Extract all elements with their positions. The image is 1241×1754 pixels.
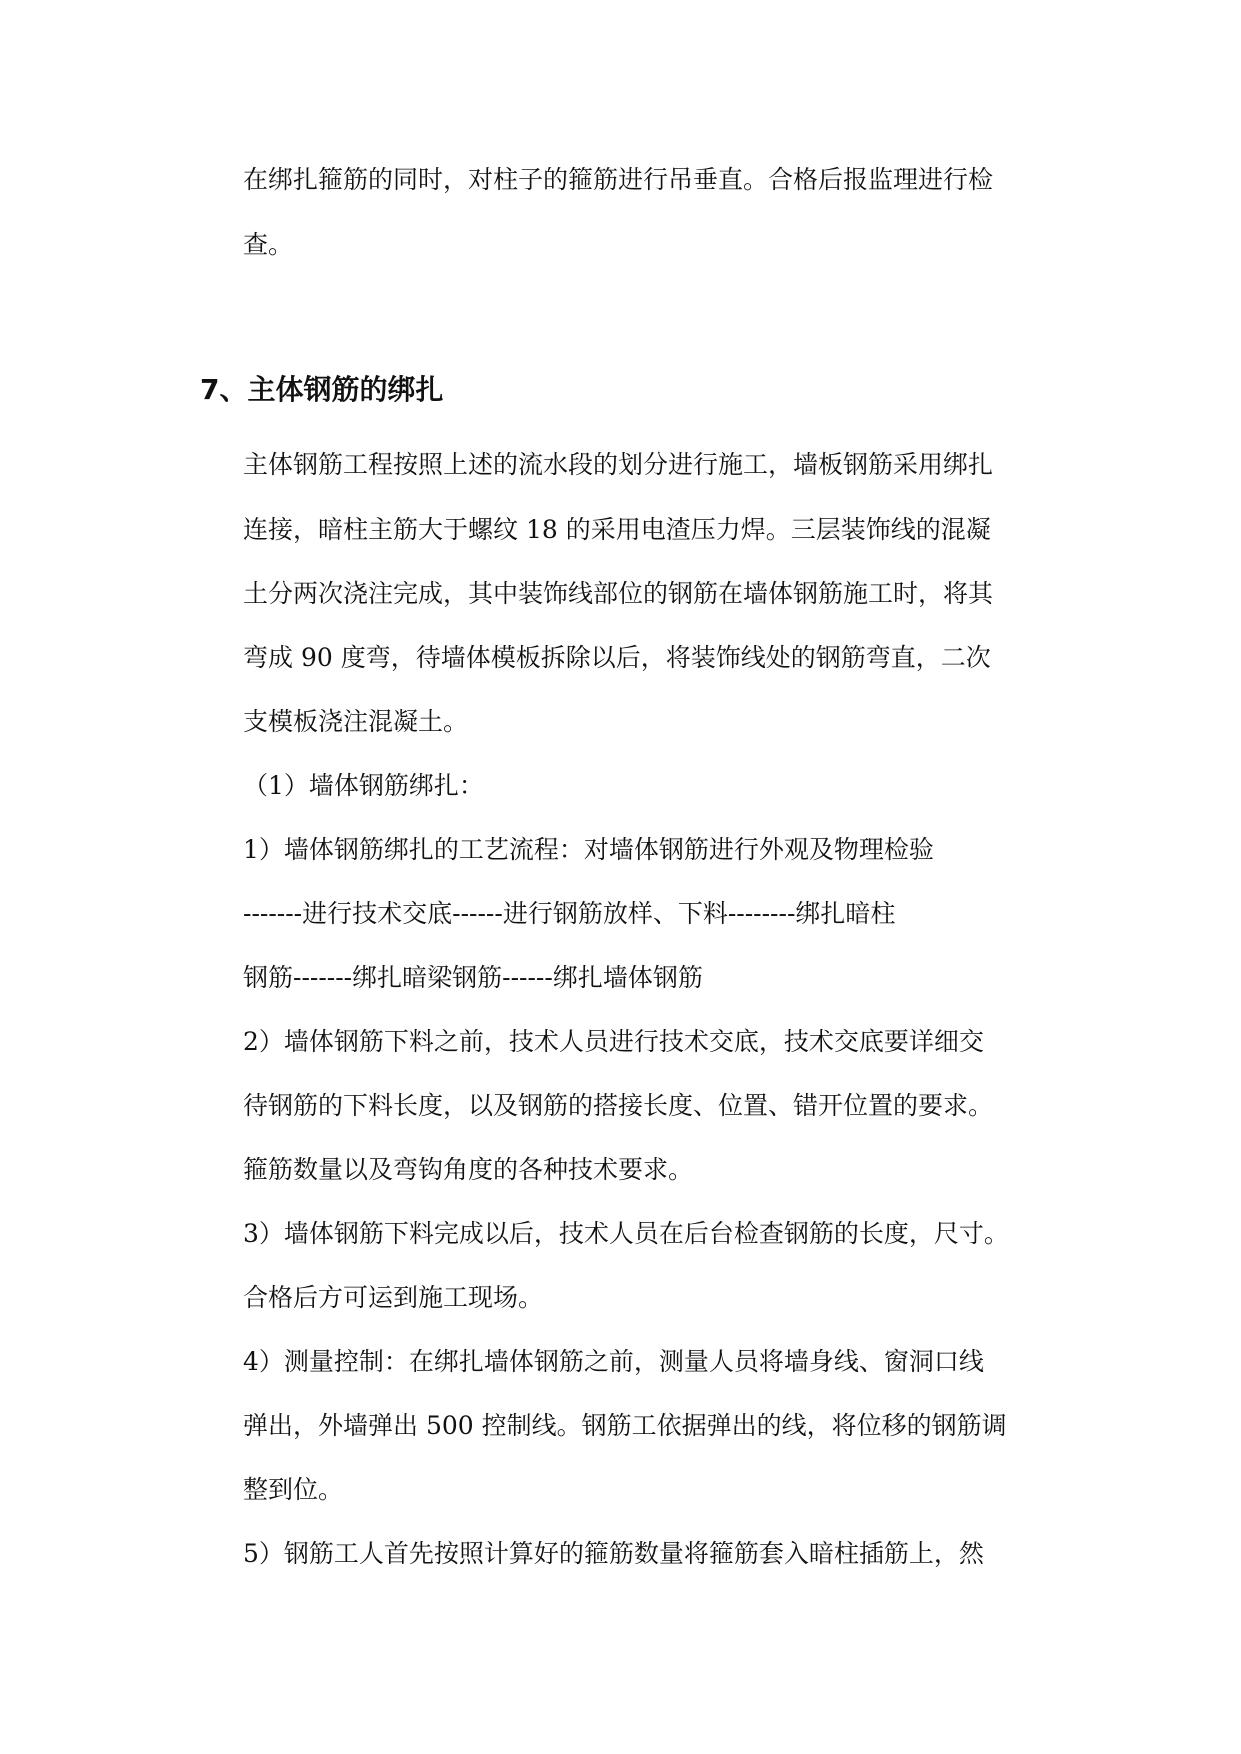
body-line-2: 连接，暗柱主筋大于螺纹 18 的采用电渣压力焊。三层装饰线的混凝 bbox=[243, 515, 991, 544]
body-line-17: 整到位。 bbox=[243, 1475, 344, 1504]
body-line-14: 合格后方可运到施工现场。 bbox=[243, 1283, 544, 1312]
subsection-label: （1）墙体钢筋绑扎： bbox=[243, 771, 484, 800]
body-line-13: 3）墙体钢筋下料完成以后，技术人员在后台检查钢筋的长度，尺寸。 bbox=[243, 1219, 1009, 1248]
body-line-12: 箍筋数量以及弯钩角度的各种技术要求。 bbox=[243, 1155, 694, 1184]
body-line-11: 待钢筋的下料长度，以及钢筋的搭接长度、位置、错开位置的要求。 bbox=[243, 1091, 994, 1120]
body-line-4: 弯成 90 度弯，待墙体模板拆除以后，将装饰线处的钢筋弯直，二次 bbox=[243, 643, 991, 672]
body-line-7: 1）墙体钢筋绑扎的工艺流程：对墙体钢筋进行外观及物理检验 bbox=[243, 835, 934, 864]
body-line-18: 5）钢筋工人首先按照计算好的箍筋数量将箍筋套入暗柱插筋上，然 bbox=[243, 1539, 984, 1568]
body-line-9: 钢筋-------绑扎暗梁钢筋------绑扎墙体钢筋 bbox=[243, 963, 703, 992]
body-line-5: 支模板浇注混凝土。 bbox=[243, 707, 469, 736]
body-line-1: 主体钢筋工程按照上述的流水段的划分进行施工，墙板钢筋采用绑扎 bbox=[243, 450, 994, 479]
body-line-8: -------进行技术交底------进行钢筋放样、下料--------绑扎暗柱 bbox=[243, 899, 896, 928]
intro-line-2: 查。 bbox=[243, 230, 294, 259]
section-heading: 7、主体钢筋的绑扎 bbox=[200, 373, 444, 406]
body-line-15: 4）测量控制：在绑扎墙体钢筋之前，测量人员将墙身线、窗洞口线 bbox=[243, 1347, 984, 1376]
intro-line-1: 在绑扎箍筋的同时，对柱子的箍筋进行吊垂直。合格后报监理进行检 bbox=[243, 165, 994, 194]
body-line-10: 2）墙体钢筋下料之前，技术人员进行技术交底，技术交底要详细交 bbox=[243, 1027, 984, 1056]
body-line-3: 土分两次浇注完成，其中装饰线部位的钢筋在墙体钢筋施工时，将其 bbox=[243, 579, 994, 608]
body-line-16: 弹出，外墙弹出 500 控制线。钢筋工依据弹出的线，将位移的钢筋调 bbox=[243, 1411, 1007, 1440]
